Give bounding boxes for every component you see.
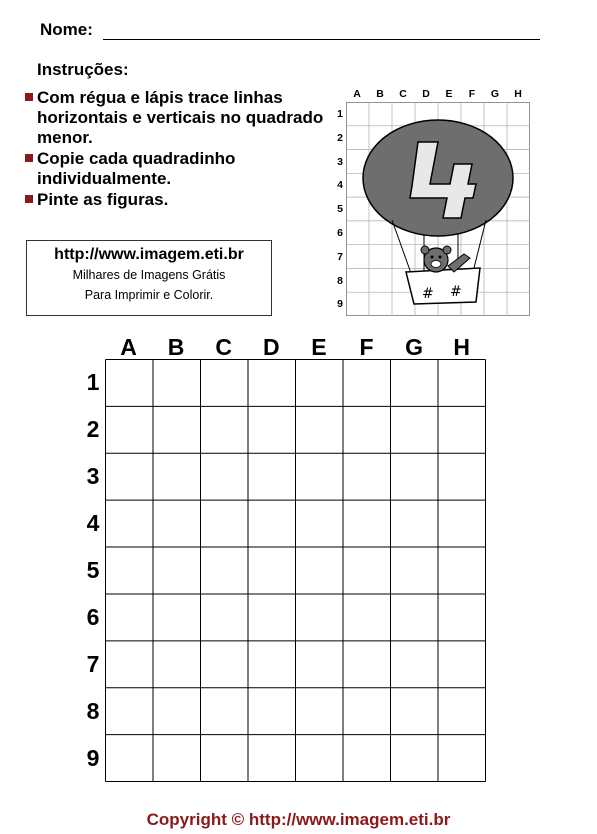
column-label: E (311, 334, 327, 360)
reference-picture-grid (334, 88, 538, 318)
instruction-text: Com régua e lápis trace linhas horizontais e verticais no quadrado menor. (37, 88, 324, 147)
column-label: D (262, 334, 280, 360)
row-label: 9 (86, 745, 100, 771)
row-label: 4 (86, 510, 100, 536)
row-label: 3 (86, 463, 100, 489)
ref-row-label: 1 (337, 108, 343, 120)
instruction-text: Pinte as figuras. (37, 190, 169, 209)
row-label: 7 (86, 651, 100, 677)
ref-column-label: F (468, 88, 476, 100)
website-box (26, 240, 272, 316)
copyright-footer: Copyright © http://www.imagem.eti.br (146, 810, 451, 829)
reference-picture (346, 102, 530, 316)
column-label: H (453, 334, 470, 360)
row-label: 5 (86, 557, 100, 583)
website-tagline-1: Milhares de Imagens Grátis (72, 268, 226, 282)
instruction-item (22, 149, 342, 189)
ref-row-label: 8 (337, 274, 343, 287)
basket-mark-right: # (450, 284, 462, 300)
instruction-item (22, 190, 342, 210)
column-label: A (120, 334, 137, 360)
ref-column-label: B (376, 88, 384, 100)
ref-row-label: 5 (337, 203, 343, 216)
instruction-text: Copie cada quadradinho individualmente. (37, 149, 236, 188)
bullet-icon (25, 154, 33, 162)
row-label: 2 (86, 416, 100, 442)
balloon-shape (363, 120, 513, 236)
ref-row-label: 9 (337, 298, 343, 311)
row-label: 1 (86, 369, 100, 395)
ref-column-label: A (353, 88, 361, 100)
instruction-item (22, 88, 342, 148)
ref-column-label: G (490, 88, 500, 100)
ref-column-label: D (422, 88, 430, 100)
website-tagline-2: Para Imprimir e Colorir. (84, 288, 214, 302)
column-label: F (359, 334, 374, 360)
ref-row-label: 2 (337, 131, 343, 144)
column-label: B (167, 334, 185, 360)
website-url[interactable]: http://www.imagem.eti.br (54, 246, 244, 263)
ref-column-label: E (445, 88, 453, 100)
basket-shape (406, 268, 480, 304)
row-label: 8 (86, 698, 100, 724)
ref-row-label: 6 (337, 227, 343, 239)
ref-row-label: 4 (337, 179, 343, 192)
ref-row-label: 7 (337, 250, 343, 263)
instructions-title: Instruções: (37, 60, 129, 79)
column-label: G (405, 334, 424, 360)
instructions-list (22, 88, 342, 211)
row-label: 6 (86, 604, 100, 630)
name-label: Nome: (40, 20, 93, 39)
bullet-icon (25, 93, 33, 101)
ref-column-label: H (514, 88, 522, 100)
name-field-line[interactable] (103, 39, 540, 40)
ref-column-label: C (399, 88, 407, 100)
ref-row-label: 3 (337, 155, 343, 168)
basket-mark-left: # (422, 286, 434, 302)
column-label: C (215, 334, 232, 360)
bullet-icon (25, 195, 33, 203)
drawing-grid[interactable] (105, 359, 486, 782)
